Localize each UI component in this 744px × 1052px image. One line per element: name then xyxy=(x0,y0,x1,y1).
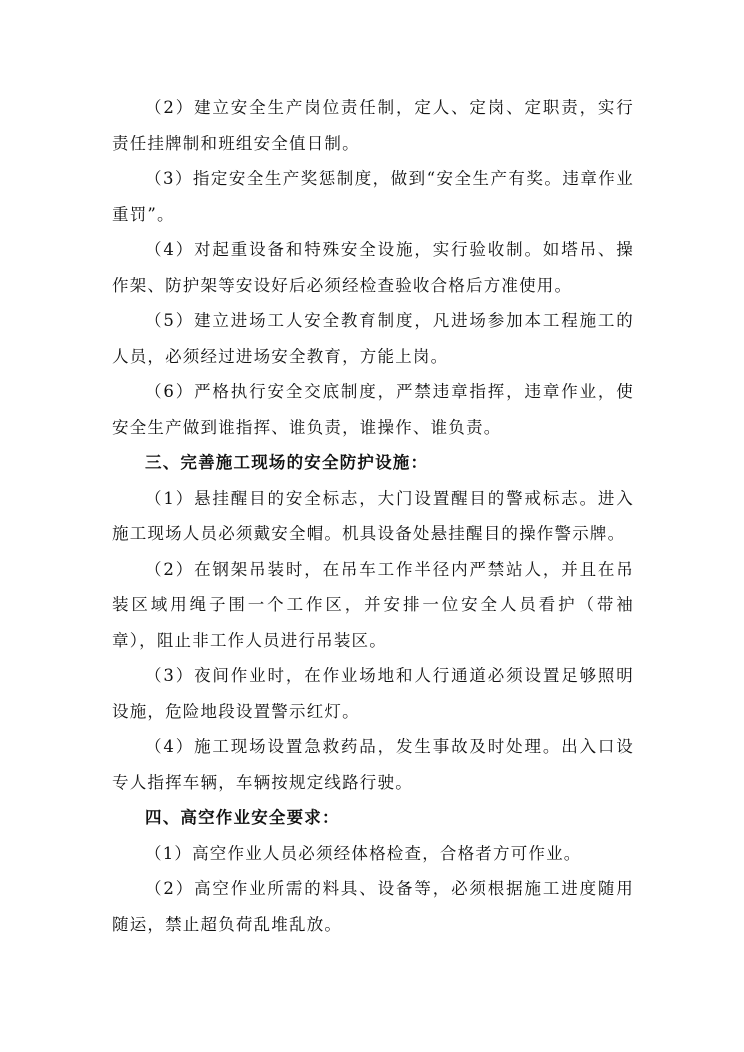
paragraph-5: （5）建立进场工人安全教育制度，凡进场参加本工程施工的人员，必须经过进场安全教育，方能上岗。 xyxy=(112,311,634,366)
section-4-paragraph-2: （2）高空作业所需的料具、设备等，必须根据施工进度随用随运，禁止超负荷乱堆乱放。 xyxy=(112,879,634,934)
section-3-paragraph-3: （3）夜间作业时，在作业场地和人行通道必须设置足够照明设施，危险地段设置警示红灯。 xyxy=(112,666,634,721)
section-3-paragraph-2: （2）在钢架吊装时，在吊车工作半径内严禁站人，并且在吊装区域用绳子围一个工作区，并安排一位安全人员看护（带袖章），阻止非工作人员进行吊装区。 xyxy=(112,559,634,650)
paragraph-6: （6）严格执行安全交底制度，严禁违章指挥，违章作业，使安全生产做到谁指挥、谁负责，谁操作、谁负责。 xyxy=(112,382,634,437)
document-body xyxy=(112,90,634,942)
section-3-paragraph-4: （4）施工现场设置急救药品，发生事故及时处理。出入口设专人指挥车辆，车辆按规定线路行驶。 xyxy=(112,737,634,792)
section-4-heading: 四、高空作业安全要求： xyxy=(145,808,340,827)
section-3-heading: 三、完善施工现场的安全防护设施： xyxy=(145,453,429,472)
paragraph-4: （4）对起重设备和特殊安全设施，实行验收制。如塔吊、操作架、防护架等安设好后必须经检查验收合格后方准使用。 xyxy=(112,240,634,295)
paragraph-2: （2）建立安全生产岗位责任制，定人、定岗、定职责，实行责任挂牌制和班组安全值日制。 xyxy=(112,98,634,153)
section-3-paragraph-1: （1）悬挂醒目的安全标志，大门设置醒目的警戒标志。进入施工现场人员必须戴安全帽。机具设备处悬挂醒目的操作警示牌。 xyxy=(112,488,634,543)
section-4-paragraph-1: （1）高空作业人员必须经体格检查，合格者方可作业。 xyxy=(145,843,582,863)
paragraph-3: （3）指定安全生产奖惩制度，做到“安全生产有奖。违章作业重罚”。 xyxy=(112,169,634,224)
